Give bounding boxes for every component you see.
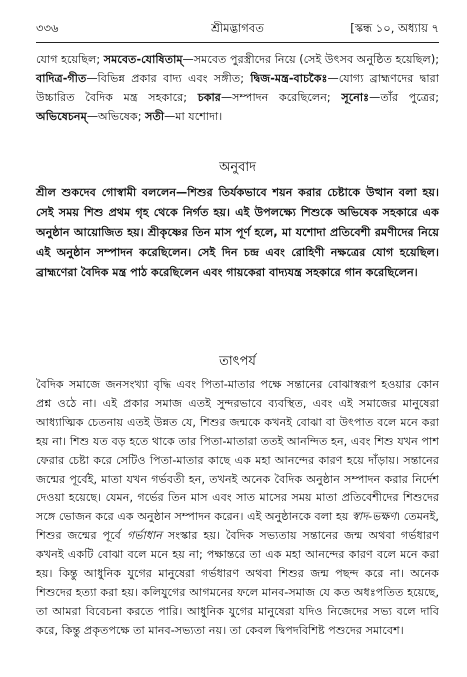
sanskrit-term: বাদিত্র-গীত <box>36 72 87 85</box>
translation-section <box>36 183 439 283</box>
word-meaning-text: —যোগ্য ব্রাহ্মণদের দ্বারা উচ্চারিত বৈদিক মন্ত্র সহকারে; <box>36 72 440 104</box>
purport-term: গর্ভাধান <box>126 529 162 543</box>
sanskrit-term: চকার <box>197 91 221 104</box>
chapter-reference: [স্কন্ধ ১০, অধ্যায় ৭ <box>350 21 439 35</box>
word-meaning-text: —বিভিন্ন প্রকার বাদ্য এবং সঙ্গীত; <box>86 72 251 85</box>
word-meanings-paragraph <box>36 50 439 126</box>
purport-text: । তেমনই, শিশুর জন্মের পূর্বে <box>36 510 439 543</box>
word-meaning-text: —সমবেত পুরস্ত্রীদের নিয়ে (সেই উৎসব অনুষ্ঠিত হয়েছিল); <box>182 53 440 66</box>
book-title: শ্রীমদ্ভাগবত <box>211 21 264 35</box>
purport-paragraph <box>36 376 439 641</box>
page-number: ৩৩৬ <box>36 21 59 35</box>
word-meanings <box>36 50 439 126</box>
header-rule <box>36 42 439 43</box>
sanskrit-term: সূনোঃ <box>341 91 370 104</box>
purport-heading: তাৎপর্য <box>219 354 256 369</box>
translation-heading: অনুবাদ <box>219 160 256 175</box>
word-meaning-text: —সম্পাদন করেছিলেন; <box>220 91 342 104</box>
sanskrit-term: দ্বিজ-মন্ত্র-বাচকৈঃ <box>250 72 328 85</box>
word-meaning-text: —তাঁর পুত্রের; <box>369 91 439 104</box>
word-meaning-text: —মা যশোদা। <box>164 110 223 123</box>
sanskrit-term: অভিষেচনম্ <box>36 110 87 123</box>
word-meaning-text: যোগ হয়েছিল; <box>36 53 104 66</box>
purport-term: স্বাদ-ভক্ষণ <box>352 510 397 524</box>
purport-section <box>36 376 439 641</box>
purport-text: বৈদিক সমাজে জনসংখ্যা বৃদ্ধি এবং পিতা-মাতার পক্ষে সন্তানের বোঝাস্বরূপ হওয়ার কোন প্রশ্ন ওঠে না। এই প্রকার সমাজ এতই সুন্দরভাবে ব্যবস্থিত, এবং এই সমাজের মানুষেরা আধ্যাত্মিক চেতনায় এতই উন্নত যে, শিশুর জন্মকে কখনই বোঝা বা উৎপাত বলে মনে করা হয় না। শিশু যত বড় হতে থাকে তার পিতা-মাতারা ততই আনন্দিত হন, এবং শিশু যখন পাশ ফেরার চেষ্টা করে সেটিও পিতা-মাতার কাছে এক মহা আনন্দের কারণ হয়ে দাঁড়ায়। সন্তানের জন্মের পূর্বেই, মাতা যখন গর্ভবতী হন, তখনই অনেক বৈদিক অনুষ্ঠান সম্পাদন করার নির্দেশ দেওয়া হয়েছে। যেমন, গর্ভের তিন মাস এবং সাত মাসের সময় মাতা প্রতিবেশীদের শিশুদের সঙ্গে ভোজন করে এক অনুষ্ঠান সম্পাদন করেন। এই অনুষ্ঠানকে বলা হয় <box>36 378 439 524</box>
purport-text: সংস্কার হয়। বৈদিক সভ্যতায় সন্তানের জন্ম অথবা গর্ভধারণ কখনই একটি বোঝা বলে মনে হয় না; পক্ষান্তরে তা এক মহা আনন্দের কারণ বলে মনে করা হয়। কিন্তু আধুনিক যুগের মানুষেরা গর্ভধারণ অথবা শিশুর জন্ম পছন্দ করে না। অনেক শিশুদের হত্যা করা হয়। কলিযুগের আগমনের ফলে মানব-সমাজ যে কত অধঃপতিত হয়েছে, তা আমরা বিবেচনা করতে পারি। আধুনিক যুগের মানুষেরা যদিও নিজেদের সভ্য বলে দাবি করে, কিন্তু প্রকৃতপক্ষে তা মানব-সভ্যতা নয়। তা কেবল দ্বিপদবিশিষ্ট পশুদের সমাবেশ। <box>36 529 439 637</box>
sanskrit-term: সতী <box>145 110 165 123</box>
translation-text: শ্রীল শুকদেব গোস্বামী বললেন—শিশুর তির্যকভাবে শয়ন করার চেষ্টাকে উত্থান বলা হয়। সেই সময় শিশু প্রথম গৃহ থেকে নির্গত হয়। এই উপলক্ষ্যে শিশুকে অভিষেক সহকারে এক অনুষ্ঠান আয়োজিত হয়। শ্রীকৃষ্ণের তিন মাস পূর্ণ হলে, মা যশোদা প্রতিবেশী রমণীদের নিয়ে এই অনুষ্ঠান সম্পাদন করেছিলেন। সেই দিন চন্দ্র এবং রোহিণী নক্ষত্রের যোগ হয়েছিল। ব্রাহ্মণেরা বৈদিক মন্ত্র পাঠ করেছিলেন এবং গায়কেরা বাদ্যযন্ত্র সহকারে গান করেছিলেন। <box>36 186 439 279</box>
page-header <box>36 20 439 38</box>
sanskrit-term: সমবেত-যোষিতাম্ <box>103 53 183 66</box>
word-meaning-text: —অভিষেক; <box>86 110 146 123</box>
